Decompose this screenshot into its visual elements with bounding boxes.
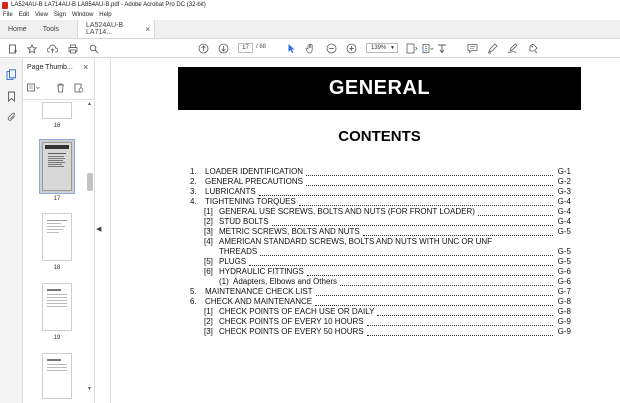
toc-entry-title: TIGHTENING TORQUES (205, 197, 296, 206)
tab-document-label: LA524AU-B LA714... (86, 22, 123, 36)
toc-entry-page: G-2 (557, 177, 571, 186)
toc-entry[interactable] (204, 237, 571, 247)
toc-entry-title: LUBRICANTS (205, 187, 256, 196)
toc-entry[interactable] (219, 277, 571, 287)
close-tab-icon[interactable]: × (145, 24, 151, 34)
upload-icon[interactable] (46, 42, 59, 55)
toc-entry-number: 2. (190, 177, 197, 186)
toc-entry-page: G-7 (557, 287, 571, 296)
page-number-input[interactable]: 17 (238, 43, 253, 53)
zoom-in-icon[interactable] (345, 42, 357, 55)
toc-entry[interactable] (204, 317, 571, 327)
fit-page-icon[interactable] (405, 42, 419, 55)
toc-leader-dots (299, 205, 553, 206)
toc-entry[interactable] (190, 287, 571, 297)
toc-leader-dots (306, 175, 553, 176)
toc-leader-dots (249, 265, 553, 266)
page-thumbnails-panel (23, 59, 95, 403)
menu-bar (0, 10, 620, 20)
page-display-icon[interactable] (422, 42, 434, 55)
toc-entry-title: METRIC SCREWS, BOLTS AND NUTS (219, 227, 360, 236)
toc-entry[interactable] (204, 307, 571, 317)
toc-entry-title: CHECK POINTS OF EACH USE OR DAILY (219, 307, 375, 316)
toc-entry-title: PLUGS (219, 257, 247, 266)
select-cursor-icon[interactable] (285, 42, 297, 55)
toc-entry-page: G-6 (557, 267, 571, 276)
toc-leader-dots (367, 325, 553, 326)
toc-entry-title: CHECK POINTS OF EVERY 50 HOURS (219, 327, 364, 336)
create-icon[interactable] (6, 42, 19, 55)
menu-view[interactable]: View (35, 12, 48, 18)
toc-entry[interactable] (204, 327, 571, 337)
toc-entry[interactable] (190, 187, 571, 197)
toc-entry[interactable] (204, 207, 571, 217)
menu-edit[interactable]: Edit (18, 12, 30, 18)
attachment-icon[interactable] (5, 111, 18, 124)
toc-entry-number: [3] (204, 327, 213, 336)
toc-leader-dots (367, 335, 553, 336)
toc-entry[interactable] (190, 297, 571, 307)
toc-leader-dots (316, 295, 553, 296)
toc-entry-page: G-9 (557, 317, 571, 326)
toc-entry[interactable] (204, 217, 571, 227)
toc-entry-title: THREADS (219, 247, 258, 256)
window-title: LA524AU-B LA714AU-B LA854AU-B.pdf - Adobe Acrobat Pro DC (32-bit) (11, 2, 206, 8)
toc-entry-number: [2] (204, 317, 213, 326)
page-properties-icon[interactable] (74, 83, 84, 95)
contents-heading: CONTENTS (338, 128, 421, 145)
toc-entry[interactable] (204, 247, 571, 257)
tab-bar (0, 20, 620, 39)
page-thumbnail-17[interactable] (39, 139, 75, 194)
star-icon[interactable] (25, 42, 38, 55)
toc-entry-page: G-9 (557, 327, 571, 336)
comment-icon[interactable] (466, 42, 478, 55)
toc-entry-number: [5] (204, 257, 213, 266)
menu-file[interactable]: File (3, 12, 13, 18)
toc-leader-dots (259, 195, 553, 196)
menu-window[interactable]: Window (71, 12, 94, 18)
toc-leader-dots (307, 275, 553, 276)
toc-entry-title: MAINTENANCE CHECK LIST (205, 287, 313, 296)
previous-page-icon[interactable] (197, 42, 210, 55)
toc-entry-number: 3. (190, 187, 197, 196)
page-thumbnail-label: 17 (53, 196, 61, 202)
toc-leader-dots (340, 285, 553, 286)
scroll-down-icon[interactable]: ▼ (87, 386, 92, 392)
page-thumbnail-16[interactable] (42, 102, 72, 119)
page-thumbnail-label: 18 (53, 265, 61, 271)
toc-leader-dots (315, 305, 553, 306)
toc-leader-dots (260, 255, 553, 256)
menu-sign[interactable]: Sign (53, 12, 66, 18)
toc-entry-page: G-4 (557, 197, 571, 206)
toc-entry[interactable] (190, 167, 571, 177)
toc-entry-number: 5. (190, 287, 197, 296)
zoom-level-select[interactable] (366, 43, 398, 53)
scroll-mode-icon[interactable] (436, 42, 448, 55)
scrollbar-thumb[interactable] (87, 173, 93, 191)
title-bar (0, 0, 620, 10)
toc-entry-title: CHECK AND MAINTENANCE (205, 297, 313, 306)
toc-entry[interactable] (204, 227, 571, 237)
menu-help[interactable]: Help (99, 12, 112, 18)
page-total: / 68 (256, 44, 267, 50)
highlight-pen-icon[interactable] (486, 42, 498, 55)
page-thumbnail-18[interactable] (42, 213, 72, 261)
section-banner: GENERAL (178, 67, 581, 110)
toc-entry-title: AMERICAN STANDARD SCREWS, BOLTS AND NUTS WITH UNC OR UNF (219, 237, 493, 246)
toc-entry-title: Adapters, Elbows and Others (233, 277, 338, 286)
toc-entry[interactable] (204, 267, 571, 277)
page-thumbnail-20[interactable] (42, 353, 72, 399)
panel-title: Page Thumb... (27, 64, 73, 71)
toc-entry-number: [2] (204, 217, 213, 226)
toc-entry-title: CHECK POINTS OF EVERY 10 HOURS (219, 317, 364, 326)
left-nav-strip (0, 59, 23, 403)
toc-leader-dots (478, 215, 553, 216)
share-tools-icon[interactable] (527, 42, 539, 55)
toc-leader-dots (363, 235, 553, 236)
page-thumbnails-icon[interactable] (5, 68, 18, 81)
toc-leader-dots (272, 225, 553, 226)
next-page-icon[interactable] (217, 42, 230, 55)
toc-entry-page: G-5 (557, 247, 571, 256)
toc-entry-title: HYDRAULIC FITTINGS (219, 267, 304, 276)
chevron-down-icon: ▼ (390, 45, 395, 51)
toc-entry-title: STUD BOLTS (219, 217, 269, 226)
toc-entry-title: LOADER IDENTIFICATION (205, 167, 304, 176)
tab-tools[interactable]: Tools (42, 25, 60, 33)
toc-entry-page: G-5 (557, 257, 571, 266)
toc-entry-title: GENERAL USE SCREWS, BOLTS AND NUTS (FOR FRONT LOADER) (219, 207, 475, 216)
toc-entry-number: 6. (190, 297, 197, 306)
toc-entry-page: G-6 (557, 277, 571, 286)
toc-entry-number: [6] (204, 267, 213, 276)
toc-entry[interactable] (190, 197, 571, 207)
toc-entry-number: [1] (204, 307, 213, 316)
toc-entry[interactable] (190, 177, 571, 187)
search-icon[interactable] (87, 42, 100, 55)
toc-leader-dots (306, 185, 553, 186)
thumbnail-options-icon[interactable] (27, 83, 41, 95)
page-thumbnail-label: 19 (53, 335, 61, 341)
close-panel-icon[interactable]: × (83, 62, 89, 72)
tab-document[interactable] (77, 20, 155, 38)
page-thumbnail-19[interactable] (42, 283, 72, 331)
scroll-up-icon[interactable]: ▲ (87, 101, 92, 107)
zoom-level-value: 139% (371, 45, 387, 51)
toc-entry-page: G-1 (557, 167, 571, 176)
toc-entry-number: 1. (190, 167, 197, 176)
hand-tool-icon[interactable] (304, 42, 316, 55)
toc-entry-number: [3] (204, 227, 213, 236)
toc-entry-page: G-4 (557, 217, 571, 226)
toc-entry-title: GENERAL PRECAUTIONS (205, 177, 303, 186)
bookmark-icon[interactable] (5, 90, 18, 103)
toc-entry-page: G-5 (557, 227, 571, 236)
main-toolbar (0, 39, 620, 58)
zoom-out-icon[interactable] (325, 42, 337, 55)
toc-entry[interactable] (204, 257, 571, 267)
page-thumbnail-label: 16 (53, 123, 61, 129)
toc-entry-page: G-4 (557, 207, 571, 216)
thumbnail-scrollbar[interactable] (87, 99, 93, 399)
toc-entry-number: [1] (204, 207, 213, 216)
toc-entry-page: G-8 (557, 307, 571, 316)
toc-entry-number: [4] (204, 237, 213, 246)
delete-page-icon[interactable] (56, 83, 65, 95)
acrobat-app-icon (2, 2, 8, 9)
panel-divider (23, 99, 95, 100)
collapse-panel-icon[interactable]: ◀ (96, 226, 102, 233)
print-icon[interactable] (66, 42, 79, 55)
sign-icon[interactable] (506, 42, 518, 55)
toc-entry-page: G-8 (557, 297, 571, 306)
toc-entry-number: 4. (190, 197, 197, 206)
thumbnail-tools (27, 83, 91, 95)
toc-entry-page: G-3 (557, 187, 571, 196)
toc-leader-dots (377, 315, 553, 316)
tab-home[interactable]: Home (8, 25, 27, 33)
toc-entry-number: (1) (219, 277, 229, 286)
